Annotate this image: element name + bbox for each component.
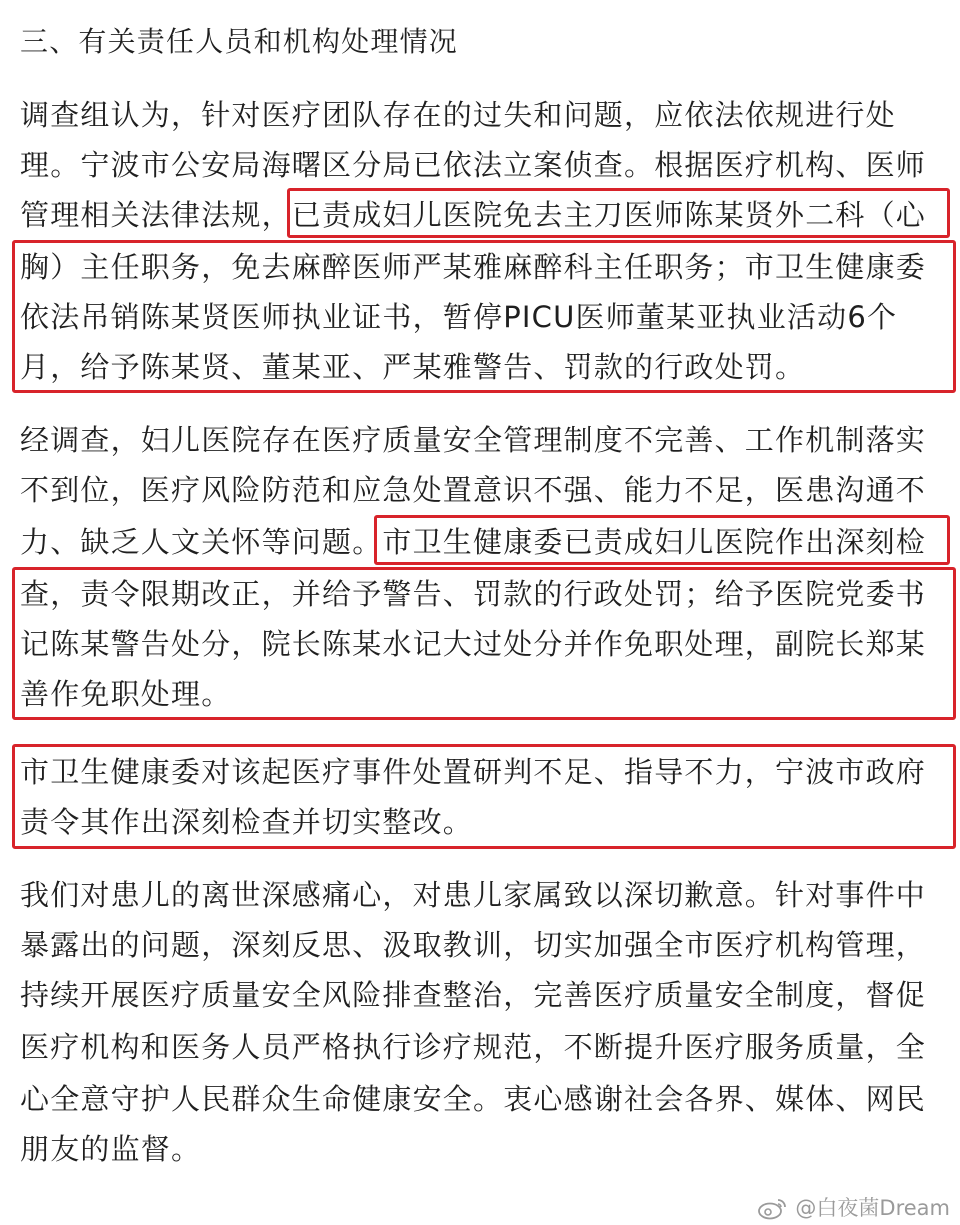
paragraph-line: 胸）主任职务，免去麻醉医师严某雅麻醉科主任职务；市卫生健康委 (20, 250, 927, 284)
paragraph-line: 善作免职处理。 (20, 677, 232, 711)
paragraph-line: 理。宁波市公安局海曙区分局已依法立案侦查。根据医疗机构、医师 (20, 148, 927, 182)
paragraph-line: 心全意守护人民群众生命健康安全。衷心感谢社会各界、媒体、网民 (20, 1082, 927, 1116)
paragraph-line: 我们对患儿的离世深感痛心，对患儿家属致以深切歉意。针对事件中 (20, 878, 927, 912)
paragraph-line: 调查组认为，针对医疗团队存在的过失和问题，应依法依规进行处 (20, 98, 896, 132)
paragraph-line: 医疗机构和医务人员严格执行诊疗规范，不断提升医疗服务质量，全 (20, 1030, 927, 1064)
paragraph-line: 查，责令限期改正，并给予警告、罚款的行政处罚；给予医院党委书 (20, 577, 927, 611)
section-heading: 三、有关责任人员和机构处理情况 (20, 25, 459, 58)
paragraph-line: 暴露出的问题，深刻反思、汲取教训，切实加强全市医疗机构管理， (20, 928, 927, 962)
paragraph-line: 依法吊销陈某贤医师执业证书，暂停PICU医师董某亚执业活动6个 (20, 300, 898, 334)
weibo-logo-icon (757, 1196, 789, 1220)
paragraph-line: 朋友的监督。 (20, 1132, 202, 1166)
paragraph-line: 市卫生健康委对该起医疗事件处置研判不足、指导不力，宁波市政府 (20, 755, 927, 789)
paragraph-line: 力、缺乏人文关怀等问题。市卫生健康委已责成妇儿医院作出深刻检 (20, 525, 927, 559)
watermark-text: @白夜菌Dream (795, 1196, 950, 1220)
paragraph-line: 记陈某警告处分，院长陈某水记大过处分并作免职处理，副院长郑某 (20, 627, 927, 661)
paragraph-line: 持续开展医疗质量安全风险排查整治，完善医疗质量安全制度，督促 (20, 978, 927, 1012)
paragraph-line: 管理相关法律法规，已责成妇儿医院免去主刀医师陈某贤外二科（心 (20, 198, 927, 232)
paragraph-line: 不到位，医疗风险防范和应急处置意识不强、能力不足，医患沟通不 (20, 473, 927, 507)
paragraph-line: 责令其作出深刻检查并切实整改。 (20, 805, 474, 839)
watermark (757, 1195, 950, 1221)
paragraph-line: 月，给予陈某贤、董某亚、严某雅警告、罚款的行政处罚。 (20, 350, 806, 384)
paragraph-line: 经调查，妇儿医院存在医疗质量安全管理制度不完善、工作机制落实 (20, 423, 927, 457)
